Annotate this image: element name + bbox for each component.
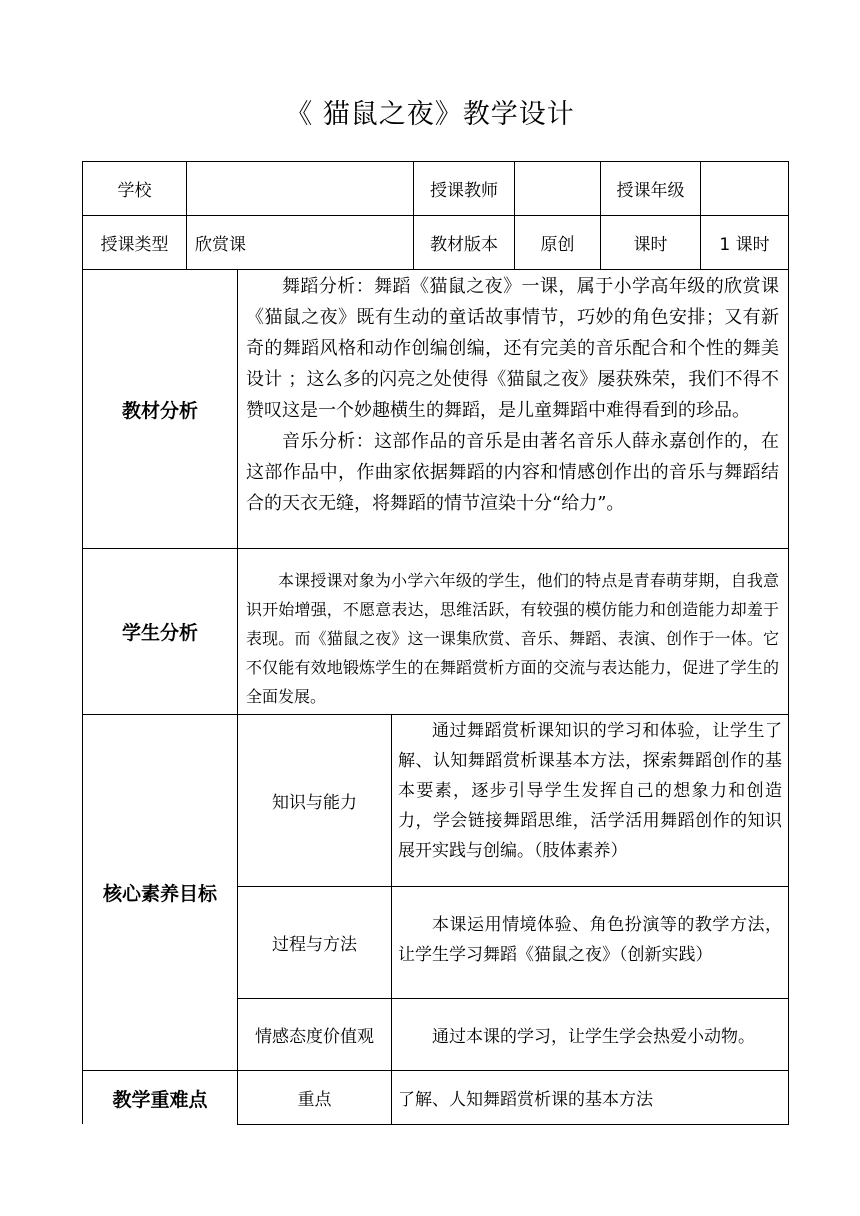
type-value: 欣赏课 [195, 235, 246, 255]
music-analysis-paragraph: 音乐分析：这部作品的音乐是由著名音乐人薛永嘉创作的，在这部作品中，作曲家依据舞蹈的内容和情感创作出的音乐与舞蹈结合的天衣无缝，将舞蹈的情节渲染十分“给力”。 [246, 431, 779, 514]
goal-process-paragraph: 本课运用情境体验、角色扮演等的教学方法，让学生学习舞蹈《猫鼠之夜》（创新实践） [398, 915, 782, 965]
teacher-value [515, 162, 600, 215]
teacher-label: 授课教师 [430, 181, 498, 201]
type-label: 授课类型 [100, 235, 169, 255]
goal-knowledge-label: 知识与能力 [272, 793, 357, 813]
goal-process-label: 过程与方法 [272, 935, 357, 955]
hours-value: 1 课时 [719, 235, 770, 255]
dance-analysis-paragraph: 舞蹈分析：舞蹈《猫鼠之夜》一课，属于小学高年级的欣赏课《猫鼠之夜》既有生动的童话故事情节，巧妙的角色安排；又有新奇的舞蹈风格和动作创编创编，还有完美的音乐配合和个性的舞美设计 ；这么多的闪亮之处使得《猫鼠之夜》屡获殊荣，我们不得不赞叹这是一个妙趣横生的舞蹈，是儿童舞蹈中难得看到的珍品。 [246, 276, 779, 421]
edition-label: 教材版本 [430, 235, 498, 255]
key-point-name: 重点 [297, 1090, 332, 1110]
goal-attitude-text [398, 999, 782, 1070]
key-point-text: 了解、人知舞蹈赏析课的基本方法 [398, 1090, 653, 1110]
school-label: 学校 [117, 181, 152, 201]
key-points-label: 教学重难点 [112, 1088, 208, 1111]
goal-knowledge-paragraph: 通过舞蹈赏析课知识的学习和体验，让学生了解、认知舞蹈赏析课基本方法，探索舞蹈创作的基本要素，逐步引导学生发挥自己的想象力和创造力，学会链接舞蹈思维，活学活用舞蹈创作的知识展开实践与创编。（肢体素养） [398, 721, 782, 861]
student-analysis-label: 学生分析 [121, 622, 198, 644]
edition-value: 原创 [540, 235, 575, 255]
goal-process-text [398, 910, 782, 970]
page-title: 《 猫鼠之夜》教学设计 [285, 99, 575, 130]
material-analysis-label: 教材分析 [121, 399, 198, 422]
hours-label: 课时 [633, 235, 668, 255]
student-analysis-paragraph: 本课授课对象为小学六年级的学生，他们的特点是青春萌芽期，自我意识开始增强，不愿意表达，思维活跃，有较强的模仿能力和创造能力却羞于表现。而《猫鼠之夜》这一课集欣赏、音乐、舞蹈、表演、创作于一体。它不仅能有效地锻炼学生的在舞蹈赏析方面的交流与表达能力，促进了学生的全面发展。 [246, 571, 779, 706]
student-analysis-text [246, 566, 779, 711]
core-goals-label: 核心素养目标 [102, 883, 217, 905]
school-value [187, 162, 413, 215]
material-analysis-text [246, 271, 779, 519]
grade-value [701, 162, 788, 215]
goal-knowledge-text [398, 716, 782, 866]
grade-label: 授课年级 [616, 181, 685, 201]
goal-attitude-paragraph: 通过本课的学习，让学生学会热爱小动物。 [432, 1027, 755, 1047]
goal-attitude-label: 情感态度价值观 [255, 1027, 374, 1047]
